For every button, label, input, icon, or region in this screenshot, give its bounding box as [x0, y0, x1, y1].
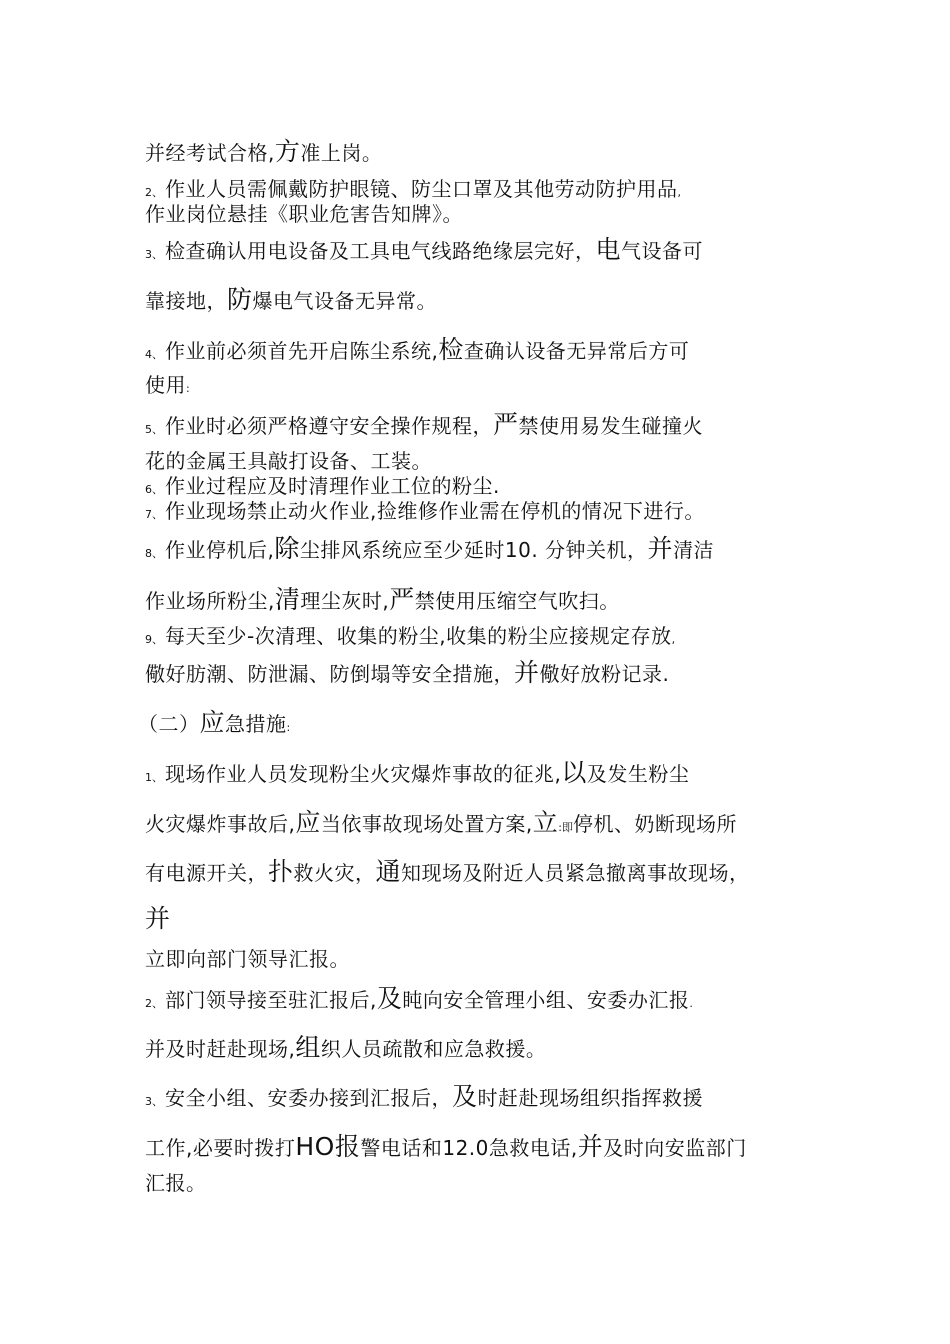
- text-line: 作业场所粉尘,清理尘灰时,严禁使用压缩空气吹扫。: [145, 585, 620, 614]
- text-line: 靠接地，防爆电气设备无异常。: [145, 285, 438, 314]
- text-line: 并及时赶赴现场,组织人员疏散和应急救援。: [145, 1033, 547, 1062]
- text-line: 7、 作业现场禁止动火作业,捡维修作业需在停机的情况下进行。: [145, 499, 705, 523]
- text-line: 立即向部门领导汇报。: [145, 947, 350, 971]
- text-line: 并: [145, 904, 171, 933]
- text-line: 1、 现场作业人员发现粉尘火灾爆炸事故的征兆,以及发生粉尘: [145, 758, 690, 787]
- text-line: 5、 作业时必须严格遵守安全操作规程，严禁使用易发生碰撞火: [145, 410, 704, 439]
- text-line: 9、 每天至少-次清理、收集的粉尘,收集的粉尘应接规定存放,: [145, 624, 676, 648]
- text-line: 并经考试合格,方准上岗。: [145, 137, 383, 166]
- text-line: 6、 作业过程应及时清理作业工位的粉尘.: [145, 474, 500, 498]
- text-line: 使用:: [145, 373, 190, 397]
- text-line: 汇报。: [145, 1171, 207, 1195]
- section-heading: （二）应急措施:: [138, 708, 291, 737]
- text-line: 8、 作业停机后,除尘排风系统应至少延时10. 分钟关机，并清洁: [145, 534, 715, 563]
- text-line: 儆好肪潮、防泄漏、防倒塌等安全措施，并儆好放粉记录.: [145, 658, 670, 687]
- text-line: 火灾爆炸事故后,应当依事故现场处置方案,立:即停机、奶断现场所: [145, 808, 737, 837]
- text-line: 有电源开关，扑救火灾，通知现场及附近人员紧急撤离事故现场，: [145, 857, 750, 886]
- text-line: 3、 检查确认用电设备及工具电气线路绝缘层完好，电气设备可: [145, 235, 704, 264]
- text-line: 2、 作业人员需佩戴防护眼镜、防尘口罩及其他劳动防护用品,: [145, 177, 681, 201]
- text-line: 作业岗位悬挂《职业危害告知牌》。: [145, 202, 463, 226]
- text-line: 工作,必要时拨打HO报警电话和12.0急救电话,并及时向安监部门: [145, 1132, 747, 1161]
- text-line: 4、 作业前必须首先开启陈尘系统,检查确认设备无异常后方可: [145, 335, 690, 364]
- text-line: 花的金属王具敲打设备、工装。: [145, 449, 432, 473]
- text-line: 2、 部门领导接至驻汇报后,及盹向安全管理小组、安委办汇报.: [145, 984, 693, 1013]
- text-line: 3、 安全小组、安委办接到汇报后，及时赶赴现场组织指挥救援: [145, 1082, 704, 1111]
